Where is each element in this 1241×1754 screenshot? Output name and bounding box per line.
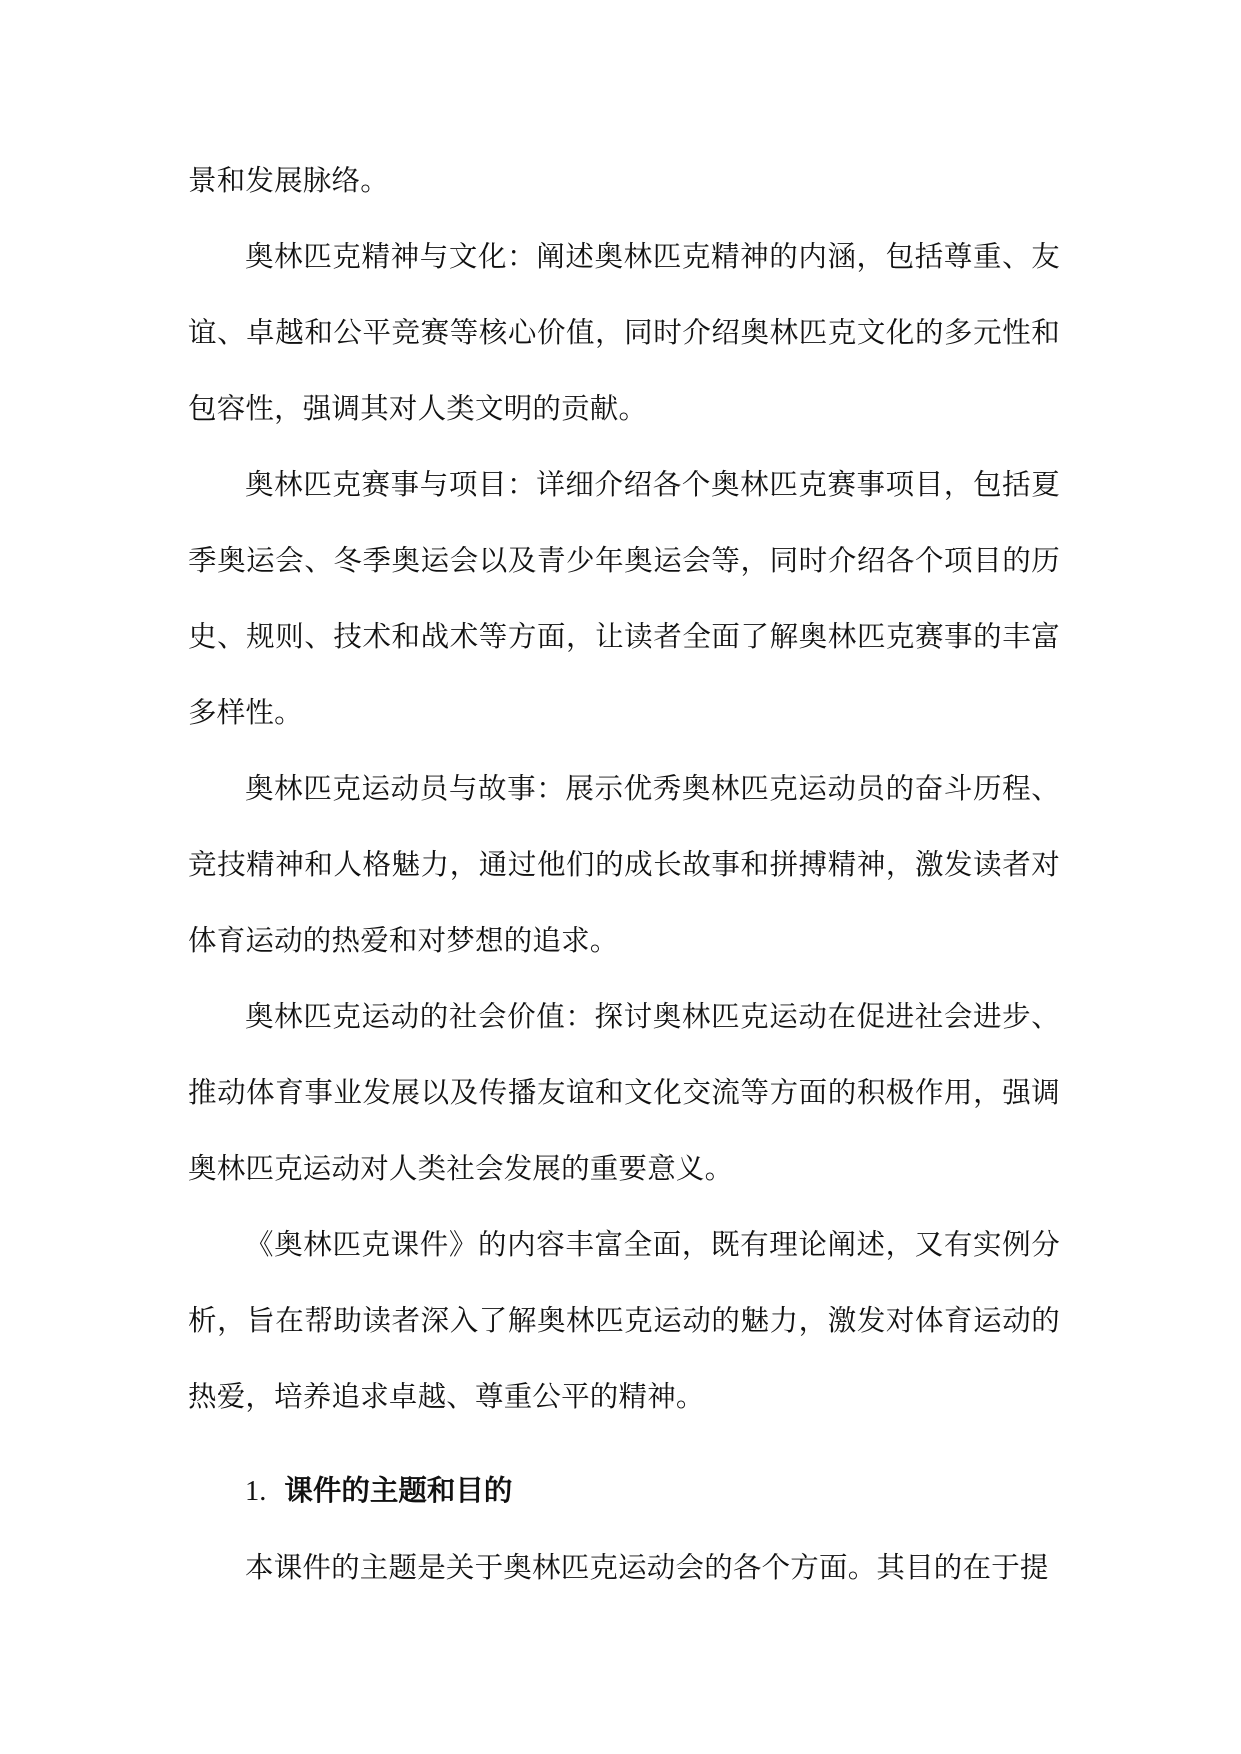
paragraph-social-value: 奥林匹克运动的社会价值：探讨奥林匹克运动在促进社会进步、推动体育事业发展以及传播友谊和文化交流等方面的积极作用，强调奥林匹克运动对人类社会发展的重要意义。 (188, 1000, 1060, 1185)
paragraph-continuation: 景和发展脉络。 (188, 164, 389, 197)
paragraph-summary: 《奥林匹克课件》的内容丰富全面，既有理论阐述，又有实例分析，旨在帮助读者深入了解奥林匹克运动的魅力，激发对体育运动的热爱，培养追求卓越、尊重公平的精神。 (188, 1228, 1060, 1413)
paragraph-olympic-spirit: 奥林匹克精神与文化：阐述奥林匹克精神的内涵，包括尊重、友谊、卓越和公平竞赛等核心价值，同时介绍奥林匹克文化的多元性和包容性，强调其对人类文明的贡献。 (188, 240, 1060, 425)
paragraph-olympic-events: 奥林匹克赛事与项目：详细介绍各个奥林匹克赛事项目，包括夏季奥运会、冬季奥运会以及青少年奥运会等，同时介绍各个项目的历史、规则、技术和战术等方面，让读者全面了解奥林匹克赛事的丰富多样性。 (188, 468, 1060, 729)
paragraph-olympic-athletes: 奥林匹克运动员与故事：展示优秀奥林匹克运动员的奋斗历程、竞技精神和人格魅力，通过他们的成长故事和拼搏精神，激发读者对体育运动的热爱和对梦想的追求。 (188, 772, 1060, 957)
section-title: 课件的主题和目的 (284, 1474, 513, 1507)
section-number: 1. (245, 1476, 267, 1507)
document-body (188, 143, 1060, 1606)
section-heading (188, 1453, 1060, 1530)
paragraph-topic-purpose: 本课件的主题是关于奥林匹克运动会的各个方面。其目的在于提 (245, 1551, 1049, 1584)
